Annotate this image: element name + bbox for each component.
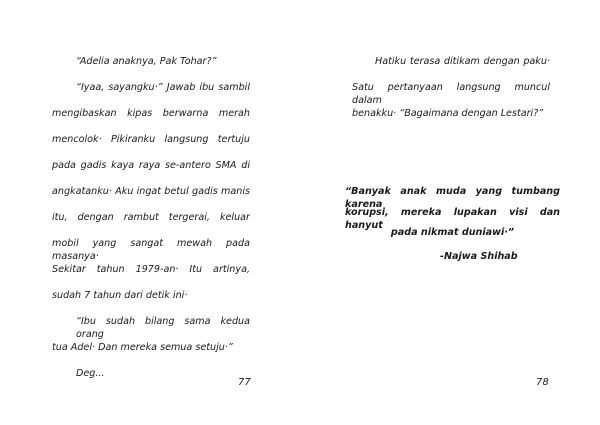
paragraph-line: mobil yang sangat mewah pada masanya· (52, 238, 250, 262)
paragraph-line: “Ibu sudah bilang sama kedua orang (76, 316, 250, 340)
page-number: 78 (536, 377, 549, 388)
quote-line: “Banyak anak muda yang tumbang karena (345, 186, 560, 210)
right-page (300, 0, 600, 425)
paragraph-line: Deg... (76, 368, 105, 379)
paragraph-line: benakku· “Bagaimana dengan Lestari?” (352, 108, 544, 119)
paragraph-line: mengibaskan kipas berwarna merah (52, 108, 250, 119)
paragraph-line: Hatiku terasa ditikam dengan paku· (375, 56, 550, 67)
paragraph-line: Satu pertanyaan langsung muncul dalam (352, 82, 550, 106)
paragraph-line: “Iyaa, sayangku·” Jawab ibu sambil (76, 82, 250, 93)
paragraph-line: angkatanku· Aku ingat betul gadis manis (52, 186, 250, 197)
paragraph-line: Sekitar tahun 1979-an· Itu artinya, (52, 264, 250, 275)
quote-attribution: -Najwa Shihab (440, 251, 518, 262)
paragraph-line: “Adelia anaknya, Pak Tohar?” (76, 56, 217, 67)
quote-line: pada nikmat duniawi·” (390, 227, 515, 238)
quote-line: korupsi, mereka lupakan visi dan hanyut (345, 207, 560, 231)
paragraph-line: itu, dengan rambut tergerai, keluar (52, 212, 250, 223)
paragraph-line: sudah 7 tahun dari detik ini· (52, 290, 188, 301)
paragraph-line: tua Adel· Dan mereka semua setuju·” (52, 342, 233, 353)
paragraph-line: pada gadis kaya raya se-antero SMA di (52, 160, 250, 171)
page-number: 77 (238, 377, 251, 388)
paragraph-line: mencolok· Pikiranku langsung tertuju (52, 134, 250, 145)
